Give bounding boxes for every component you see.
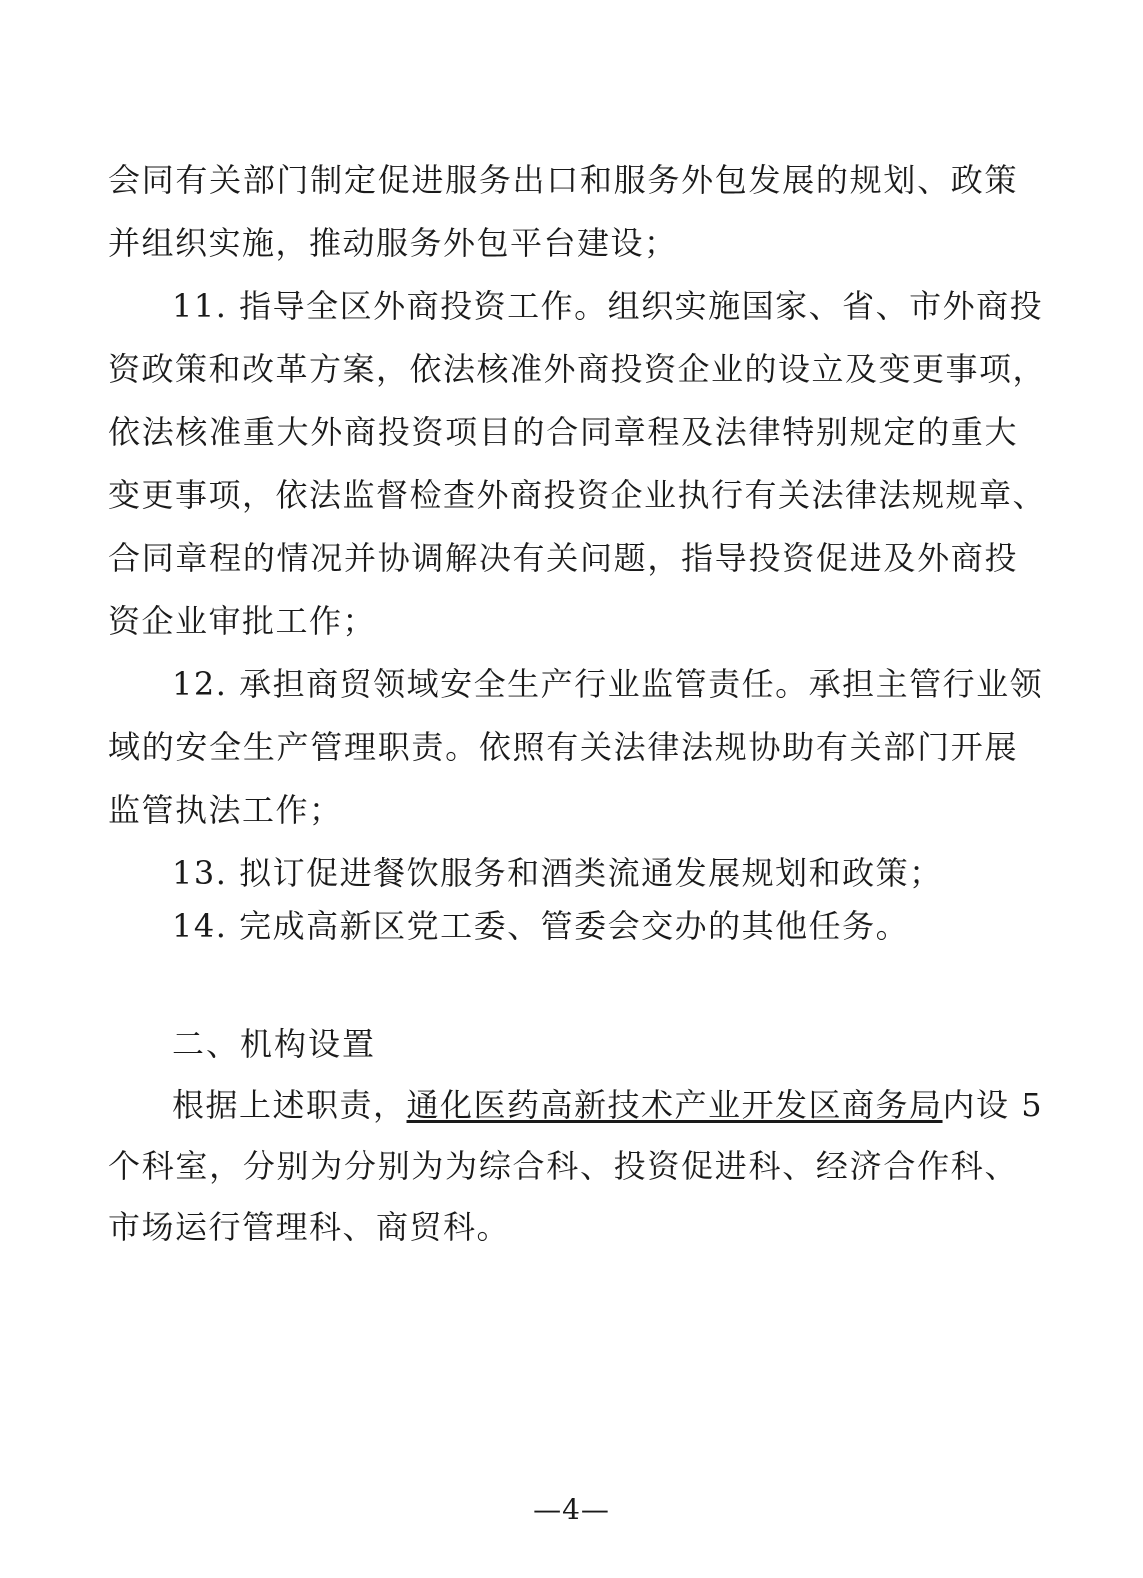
section-2-line-1 [172,1085,1044,1125]
item-11-line-5: 合同章程的情况并协调解决有关问题，指导投资促进及外商投 [108,539,1018,577]
paragraph-1-line-2: 并组织实施，推动服务外包平台建设； [108,224,678,262]
paragraph-1-line-1: 会同有关部门制定促进服务出口和服务外包发展的规划、政策 [108,161,1018,199]
item-12-line-1: 12. 承担商贸领域安全生产行业监管责任。承担主管行业领 [172,665,1044,703]
item-11-line-1: 11. 指导全区外商投资工作。组织实施国家、省、市外商投 [172,287,1044,325]
item-11-line-3: 依法核准重大外商投资项目的合同章程及法律特别规定的重大 [108,413,1018,451]
section-2-heading: 二、机构设置 [172,1025,377,1063]
item-12-line-2: 域的安全生产管理职责。依照有关法律法规协助有关部门开展 [108,728,1018,766]
item-11-line-6: 资企业审批工作； [108,602,377,640]
section-2-line-1-prefix: 根据上述职责， [172,1086,407,1124]
item-14-line-1: 14. 完成高新区党工委、管委会交办的其他任务。 [172,907,910,945]
page-number: —4— [533,1493,610,1526]
section-2-line-2: 个科室，分别为分别为为综合科、投资促进科、经济合作科、 [108,1147,1018,1185]
item-11-line-2: 资政策和改革方案，依法核准外商投资企业的设立及变更事项， [108,350,1047,388]
section-2-line-3: 市场运行管理科、商贸科。 [108,1208,511,1246]
item-12-line-3: 监管执法工作； [108,791,343,829]
item-13-line-1: 13. 拟订促进餐饮服务和酒类流通发展规划和政策； [172,854,943,892]
item-11-line-4: 变更事项，依法监督检查外商投资企业执行有关法律法规规章、 [108,476,1047,514]
bureau-name-link[interactable]: 通化医药高新技术产业开发区商务局 [406,1086,943,1124]
section-2-line-1-suffix: 内设 5 [942,1086,1044,1124]
